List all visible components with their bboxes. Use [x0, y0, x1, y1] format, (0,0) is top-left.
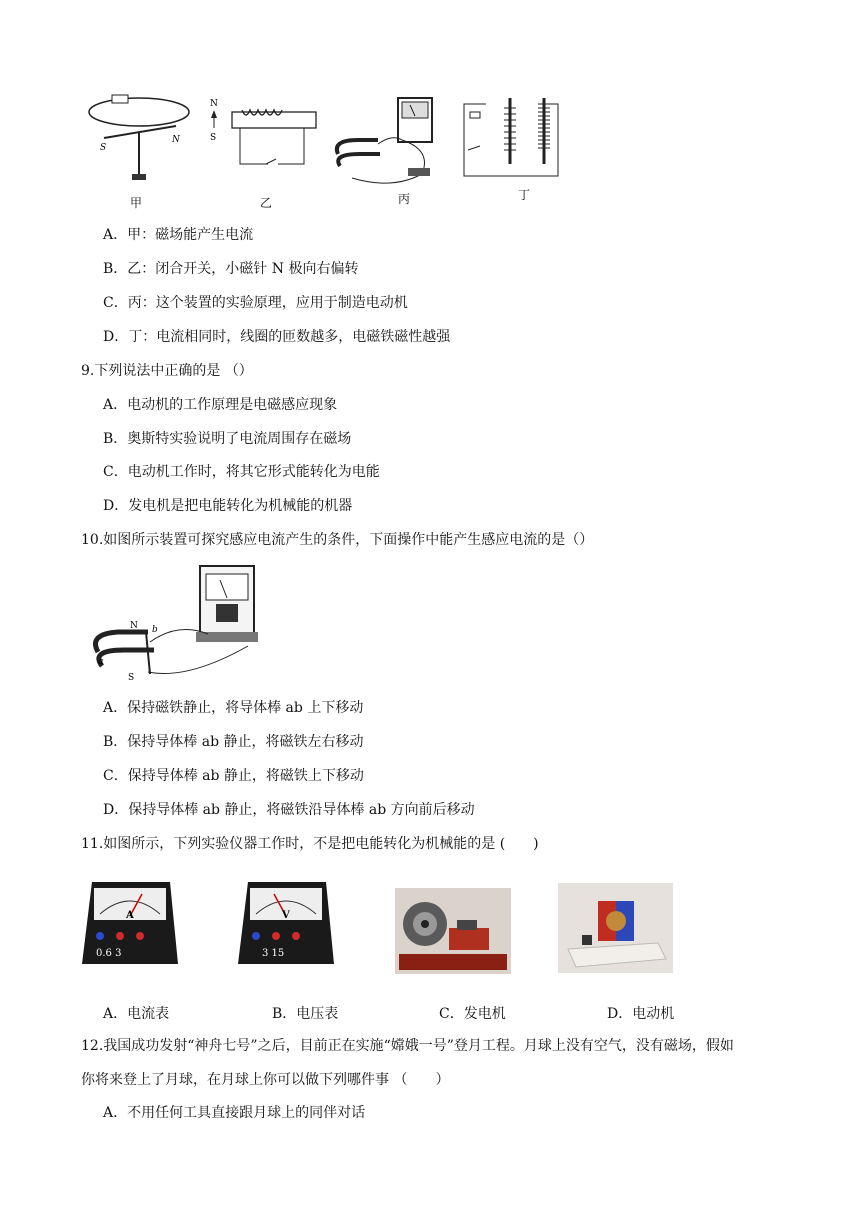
compass-s-mark: S — [100, 143, 107, 153]
compass-n-label: N — [210, 99, 218, 109]
q12-stem-line1: 12.我国成功发射“神舟七号”之后，目前正在实施“嫦娥一号”登月工程。月球上没有空气，没有磁场，假如 — [81, 1038, 734, 1054]
magnet-s-mark: S — [128, 673, 135, 683]
figure-label-yi: 乙 — [260, 196, 273, 210]
solenoid-compass-diagram — [208, 96, 318, 188]
q10-option-b: B．保持导体棒 ab 静止，将磁铁左右移动 — [103, 734, 364, 750]
motor-image — [558, 883, 673, 973]
q10-figure — [88, 562, 260, 684]
compass-s-label: S — [210, 133, 217, 143]
ammeter-letter: A — [126, 910, 134, 921]
magnet-n-mark: N — [130, 621, 138, 631]
q9-option-b: B．奥斯特实验说明了电流周围存在磁场 — [103, 431, 352, 447]
q8-option-c: C．丙：这个装置的实验原理，应用于制造电动机 — [103, 295, 408, 311]
q10-option-a: A．保持磁铁静止，将导体棒 ab 上下移动 — [103, 700, 364, 716]
q10-option-c: C．保持导体棒 ab 静止，将磁铁上下移动 — [103, 768, 364, 784]
voltmeter-scale: 3 15 — [262, 948, 285, 959]
electromagnet-coils-diagram — [456, 94, 566, 184]
q12-stem-line2: 你将来登上了月球，在月球上你可以做下列哪件事 （ ） — [81, 1072, 450, 1088]
q10-option-d: D．保持导体棒 ab 静止，将磁铁沿导体棒 ab 方向前后移动 — [103, 802, 475, 818]
q11-stem: 11.如图所示，下列实验仪器工作时，不是把电能转化为机械能的是 ( ) — [81, 836, 539, 852]
figure-label-bing: 丙 — [398, 192, 411, 206]
rod-a-mark: a — [98, 657, 104, 667]
voltmeter-image — [236, 878, 336, 970]
figure-label-jia: 甲 — [130, 196, 143, 210]
q9-option-a: A．电动机的工作原理是电磁感应现象 — [103, 397, 338, 413]
q8-figure-jia — [84, 90, 194, 210]
q9-option-c: C．电动机工作时，将其它形式能转化为电能 — [103, 464, 380, 480]
galvanometer-induction-diagram — [332, 94, 447, 190]
ammeter-scale: 0.6 3 — [96, 948, 122, 959]
q11-option-d: D．电动机 — [607, 1006, 675, 1022]
q9-option-d: D．发电机是把电能转化为机械能的机器 — [103, 498, 353, 514]
q10-stem: 10.如图所示装置可探究感应电流产生的条件，下面操作中能产生感应电流的是（） — [81, 532, 594, 548]
oersted-experiment-diagram — [84, 90, 194, 190]
q9-stem: 9.下列说法中正确的是 （） — [81, 363, 253, 379]
q8-option-a: A．甲：磁场能产生电流 — [103, 227, 254, 243]
compass-n-mark: N — [172, 135, 180, 145]
rod-b-mark: b — [152, 625, 158, 635]
q8-figure-ding — [456, 94, 566, 210]
q11-option-c: C．发电机 — [439, 1006, 506, 1022]
induction-apparatus-diagram — [88, 562, 260, 684]
ammeter-image — [80, 878, 180, 970]
q8-figure-bing — [332, 94, 447, 210]
q11-option-b: B．电压表 — [272, 1006, 339, 1022]
q8-option-b: B．乙：闭合开关，小磁针 N 极向右偏转 — [103, 261, 359, 277]
voltmeter-letter: V — [282, 910, 290, 921]
q11-option-a: A．电流表 — [103, 1006, 170, 1022]
q12-option-a: A．不用任何工具直接跟月球上的同伴对话 — [103, 1105, 366, 1121]
q8-option-d: D．丁：电流相同时，线圈的匝数越多，电磁铁磁性越强 — [103, 329, 451, 345]
q8-figure-yi — [208, 96, 318, 210]
figure-label-ding: 丁 — [518, 188, 531, 202]
generator-image — [395, 888, 511, 974]
